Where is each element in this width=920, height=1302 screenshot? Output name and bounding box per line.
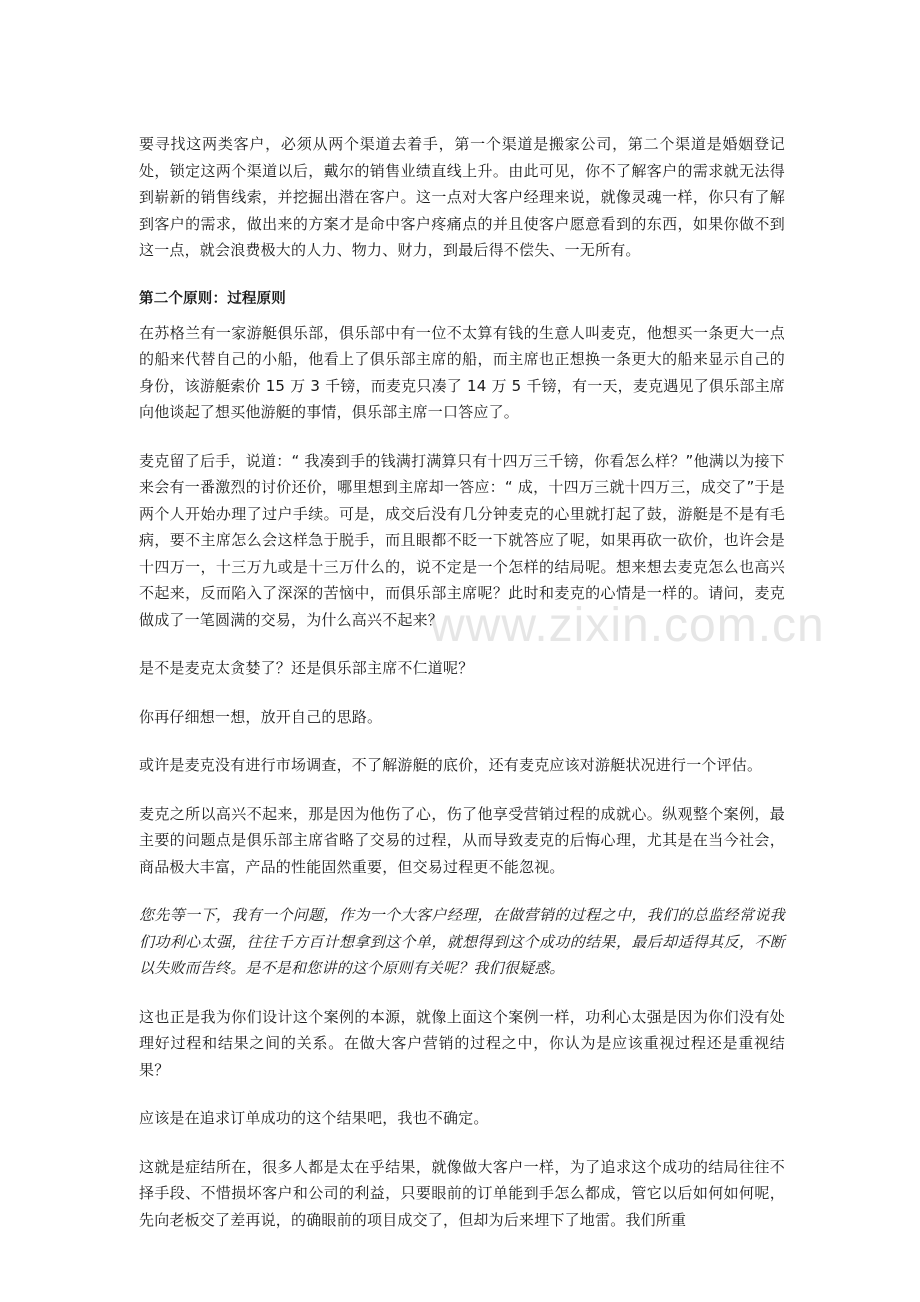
paragraph-crux: 这就是症结所在，很多人都是太在乎结果，就像做大客户一样，为了追求这个成功的结局往往不择手段、不惜损坏客户和公司的利益，只要眼前的订单能到手怎么都成，管它以后如何如何呢，先向老板交了差再说，的确眼前的项目成交了，但却为后来埋下了地雷。我们所重 [139, 1157, 785, 1229]
paragraph-market-research: 或许是麦克没有进行市场调查，不了解游艇的底价，还有麦克应该对游艇状况进行一个评估。 [139, 756, 763, 774]
document-page [139, 131, 785, 1255]
paragraph-yacht-story: 在苏格兰有一家游艇俱乐部，俱乐部中有一位不太算有钱的生意人叫麦克，他想买一条更大一点的船来代替自己的小船，他看上了俱乐部主席的船，而主席也正想换一条更大的船来显示自己的身份，该游艇索价 15 万 3 千镑，而麦克只凑了 14 万 5 千镑，有一天，麦克遇见了俱乐部主席向他谈起了想买他游艇的事情，俱乐部主席一口答应了。 [139, 323, 785, 421]
watermark: www.zixin.com.cn [430, 599, 825, 652]
paragraph-think-again: 你再仔细想一想，放开自己的思路。 [139, 707, 383, 726]
paragraph-analysis: 麦克之所以高兴不起来，那是因为他伤了心，伤了他享受营销过程的成就心。纵观整个案例，最主要的问题点是俱乐部主席省略了交易的过程，从而导致麦克的后悔心理，尤其是在当今社会，商品极大丰富，产品的性能固然重要，但交易过程更不能忽视。 [139, 804, 785, 876]
section-heading-process-principle: 第二个原则：过程原则 [139, 290, 286, 307]
paragraph-1: 要寻找这两类客户，必须从两个渠道去着手，第一个渠道是搬家公司，第二个渠道是婚姻登记处，锁定这两个渠道以后，戴尔的销售业绩直线上升。由此可见，你不了解客户的需求就无法得到崭新的销售线索，并挖掘出潜在客户。这一点对大客户经理来说，就像灵魂一样，你只有了解到客户的需求，做出来的方案才是命中客户疼痛点的并且使客户愿意看到的东西，如果你做不到这一点，就会浪费极大的人力、物力、财力，到最后得不偿失、一无所有。 [139, 135, 785, 259]
paragraph-case-origin: 这也正是我为你们设计这个案例的本源，就像上面这个案例一样，功利心太强是因为你们没有处理好过程和结果之间的关系。在做大客户营销的过程之中，你认为是应该重视过程还是重视结果？ [139, 1007, 785, 1079]
paragraph-mike-deal: 麦克留了后手，说道：“ 我凑到手的钱满打满算只有十四万三千镑，你看怎么样？”他满以为接下来会有一番激烈的讨价还价，哪里想到主席却一答应：“ 成，十四万三就十四万三，成交了”于是两个人开始办理了过户手续。可是，成交后没有几分钟麦克的心里就打起了鼓，游艇是不是有毛病，要不主席怎么会这样急于脱手，而且眼都不眨一下就答应了呢，如果再砍一砍价，也许会是十四万一，十三万九或是十三万什么的，说不定是一个怎样的结局呢。想来想去麦克怎么也高兴不起来，反而陷入了深深的苦恼中，而俱乐部主席呢？此时和麦克的心情是一样的。请问，麦克做成了一笔圆满的交易，为什么高兴不起来？ [139, 451, 785, 629]
document-body [139, 131, 785, 1233]
paragraph-question: 是不是麦克太贪婪了？还是俱乐部主席不仁道呢？ [139, 659, 474, 677]
paragraph-answer: 应该是在追求订单成功的这个结果吧，我也不确定。 [139, 1109, 489, 1127]
paragraph-italic-question: 您先等一下，我有一个问题，作为一个大客户经理，在做营销的过程之中，我们的总监经常说我们功利心太强，往往千方百计想拿到这个单，就想得到这个成功的结果，最后却适得其反，不断以失败而告终。是不是和您讲的这个原则有关呢？我们很疑惑。 [139, 906, 785, 977]
